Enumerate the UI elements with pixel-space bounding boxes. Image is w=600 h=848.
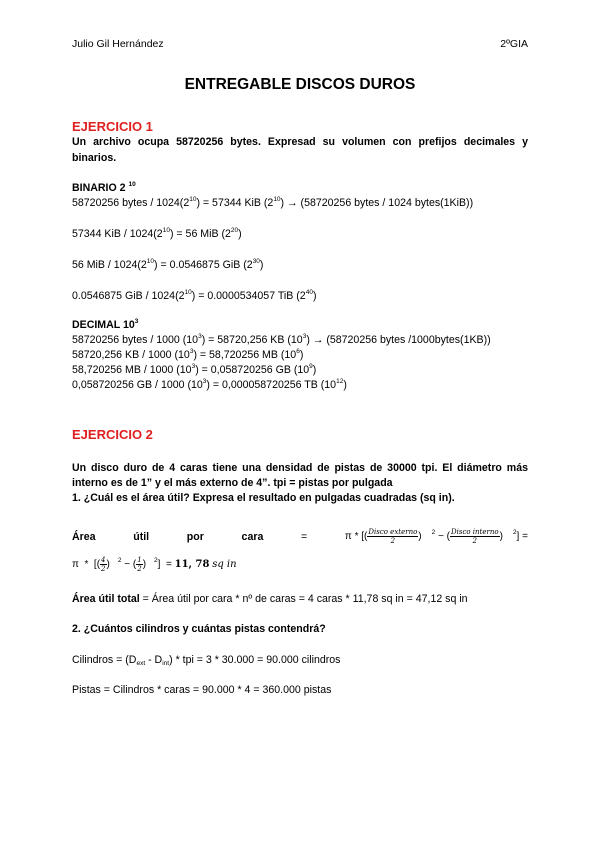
area-word-1: Área bbox=[72, 530, 96, 543]
ex1-prompt-line1: Un archivo ocupa 58720256 bytes. Expresad su volumen con prefijos decimales y bbox=[72, 136, 528, 148]
ex2-heading: EJERCICIO 2 bbox=[72, 427, 153, 442]
decimal-title: DECIMAL $10^3$ bbox=[72, 318, 139, 331]
area-word-2: útil bbox=[133, 530, 150, 543]
binary-line-3: 56 MiB / $1024(2^{10}) = 0.0546875$ GiB $(2^{30})$ bbox=[72, 258, 264, 271]
ex1-prompt-line2: binarios. bbox=[72, 152, 117, 164]
area-result: 11, 78 bbox=[174, 559, 210, 571]
tracks-line: Pistas = Cilindros * caras = 90.000 * 4 = 360.000 pistas bbox=[72, 684, 332, 696]
ex1-heading: EJERCICIO 1 bbox=[72, 119, 153, 134]
question-1: 1. ¿Cuál es el área útil? Expresa el resultado en pulgadas cuadradas (sq in). bbox=[72, 492, 455, 504]
decimal-line-2: 58720,256 KB / 1000 $(10^3) = 58,720256$ MB $(10^6)$ bbox=[72, 348, 304, 361]
area-formula-line2: π * [( $\frac{4}{2}$ ) $^2$ − ( $\frac{1}{2}$ ) $^2$] = 11, 78 sq in bbox=[72, 556, 237, 573]
area-formula-line1 bbox=[72, 528, 528, 545]
area-result-unit: sq in bbox=[212, 559, 237, 571]
question-2: 2. ¿Cuántos cilindros y cuántas pistas contendrá? bbox=[72, 623, 326, 635]
total-area-line: Área útil total = Área útil por cara * nº de caras = 4 caras * 11,78 sq in = 47,12 sq in bbox=[72, 593, 468, 605]
area-word-3: por bbox=[186, 530, 204, 543]
cylinders-line: Cilindros = $(D_{ext} - D_{int})$ * tpi = 3 * 30.000 = 90.000 cilindros bbox=[72, 654, 341, 667]
decimal-line-4: 0,058720256 GB / 1000 $(10^3) = 0,000058720256$ TB $(10^{12})$ bbox=[72, 378, 347, 391]
area-equals: = bbox=[301, 530, 308, 543]
binary-line-2: 57344 KiB / $1024(2^{10}) = 56$ MiB $(2^{20})$ bbox=[72, 227, 242, 240]
binary-line-1: 58720256 bytes / $1024(2^{10}) = 57344$ KiB $(2^{10}) \to (58720256$ bytes / 1024 bytes(1KiB)) bbox=[72, 196, 474, 209]
header-author: Julio Gil Hernández bbox=[72, 38, 164, 50]
area-word-4: cara bbox=[241, 530, 264, 543]
binary-line-4: 0.0546875 GiB / $1024(2^{10}) = 0.0000534057$ TiB $(2^{40})$ bbox=[72, 289, 317, 302]
ex2-prompt-line2: interno es de 1” y el más externo de 4”. tpi = pistas por pulgada bbox=[72, 477, 393, 489]
binary-title: BINARIO 2 $^{10}$ bbox=[72, 181, 136, 194]
decimal-line-1: 58720256 bytes / 1000 $(10^3) = 58720,256$ KB $(10^3) \to (58720256$ bytes /1000bytes(1KB)) bbox=[72, 333, 491, 346]
page-title: ENTREGABLE DISCOS DUROS bbox=[184, 76, 416, 93]
header-group: 2ºGIA bbox=[500, 38, 528, 50]
ex2-prompt-line1: Un disco duro de 4 caras tiene una densidad de pistas de 30000 tpi. El diámetro más bbox=[72, 462, 528, 474]
decimal-line-3: 58,720256 MB / 1000 $(10^3) = 0,058720256$ GB $(10^9)$ bbox=[72, 363, 317, 376]
formula-expression: π * [( $\frac{\text{Disco externo}}{2}$ ) $^2$ − ( $\frac{\text{Disco interno}}{2}$ ) $^2$] = bbox=[344, 528, 528, 545]
